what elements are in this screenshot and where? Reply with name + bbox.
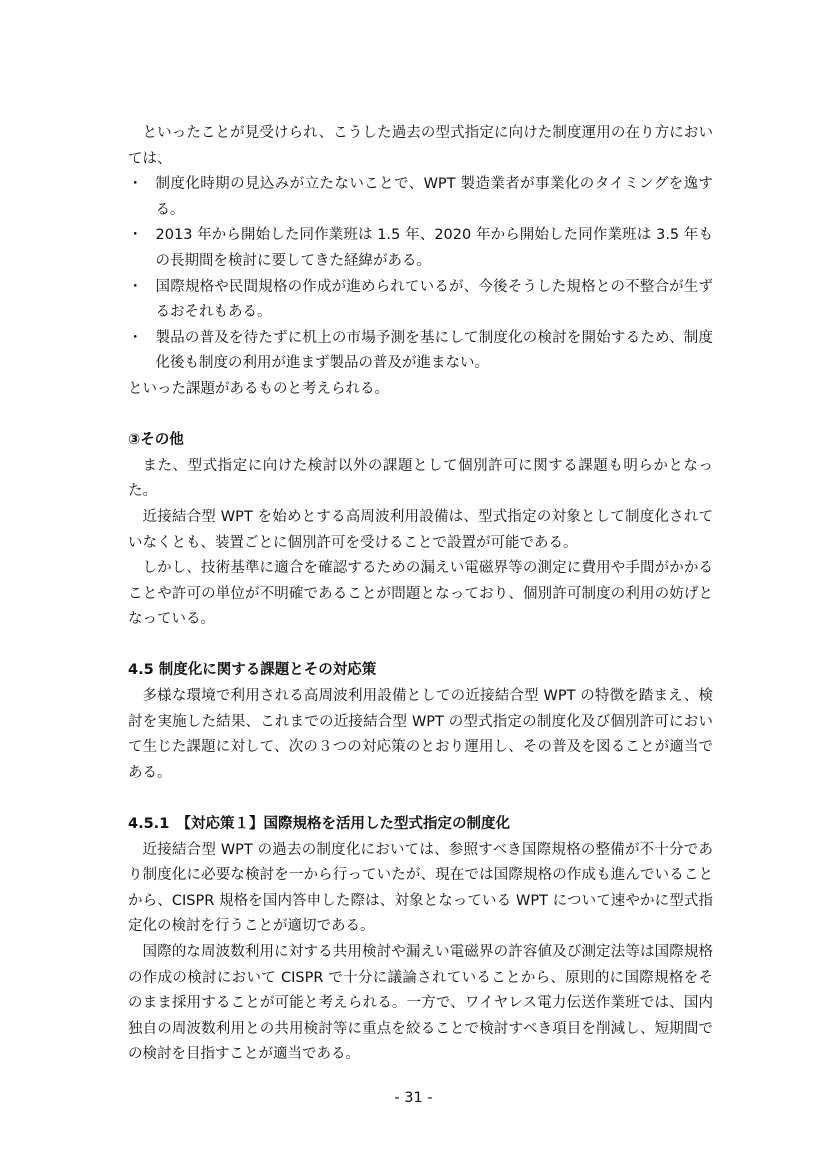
page-body [128,121,713,1068]
bullet-text: 製品の普及を待たずに机上の市場予測を基にして制度化の検討を開始するため、制度化後も制度の利用が進まず製品の普及が進まない。 [155,329,713,372]
bullet-mark: ・ [128,227,143,244]
conclusion-paragraph: といった課題があるものと考えられる。 [128,380,389,397]
spacer [128,786,713,812]
section-heading-4-5-1: 4.5.1 【対応策１】国際規格を活用した型式指定の制度化 [128,816,511,833]
bullet-mark: ・ [128,176,143,193]
body-paragraph: 近接結合型 WPT の過去の制度化においては、参照すべき国際規格の整備が不十分であり制度化に必要な検討を一から行っていたが、現在では国際規格の作成も進んでいることから、CISPR 規格を国内答申した際は、対象となっている WPT について速やかに型式指定化の検討を行うことが適切である。 [128,841,713,935]
list-item [128,172,713,223]
list-item [128,275,713,326]
body-paragraph: 多様な環境で利用される高周波利用設備としての近接結合型 WPT の特徴を踏まえ、検討を実施した結果、これまでの近接結合型 WPT の型式指定の制度化及び個別許可において生じた課題に対して、次の３つの対応策のとおり運用し、その普及を図ることが適当である。 [128,688,713,781]
bullet-text: 2013 年から開始した同作業班は 1.5 年、2020 年から開始した同作業班は 3.5 年もの長期間を検討に要してきた経緯がある。 [155,227,713,269]
bullet-mark: ・ [128,278,143,295]
intro-paragraph: といったことが見受けられ、こうした過去の型式指定に向けた制度運用の在り方においては、 [128,125,713,167]
list-item [128,326,713,377]
bullet-text: 制度化時期の見込みが立たないことで、WPT 製造業者が事業化のタイミングを逸する。 [155,176,713,218]
section-heading-4-5: 4.5 制度化に関する課題とその対応策 [128,662,377,679]
bullet-mark: ・ [128,329,143,346]
body-paragraph: また、型式指定に向けた検討以外の課題として個別許可に関する課題も明らかとなった。 [128,457,713,500]
page-number: - 31 - [394,1090,433,1106]
issue-bullet-list [128,172,713,377]
list-item [128,223,713,274]
section-heading-other: ③その他 [128,432,184,449]
body-paragraph: しかし、技術基準に適合を確認するための漏えい電磁界等の測定に費用や手間がかかることや許可の単位が不明確であることが問題となっており、個別許可制度の利用の妨げとなっている。 [128,560,713,628]
body-paragraph: 国際的な周波数利用に対する共用検討や漏えい電磁界の許容値及び測定法等は国際規格の作成の検討において CISPR で十分に議論されていることから、原則的に国際規格をそのまま採用することが可能と考えられる。一方で、ワイヤレス電力伝送作業班では、国内独自の周波数利用との共用検討等に重点を絞ることで検討すべき項目を削減し、短期間での検討を目指すことが適当である。 [128,944,713,1063]
spacer [128,403,713,429]
body-paragraph: 近接結合型 WPT を始めとする高周波利用設備は、型式指定の対象として制度化されていなくとも、装置ごとに個別許可を受けることで設置が可能である。 [128,508,713,551]
spacer [128,633,713,659]
bullet-text: 国際規格や民間規格の作成が進められているが、今後そうした規格との不整合が生ずるおそれもある。 [155,278,713,321]
